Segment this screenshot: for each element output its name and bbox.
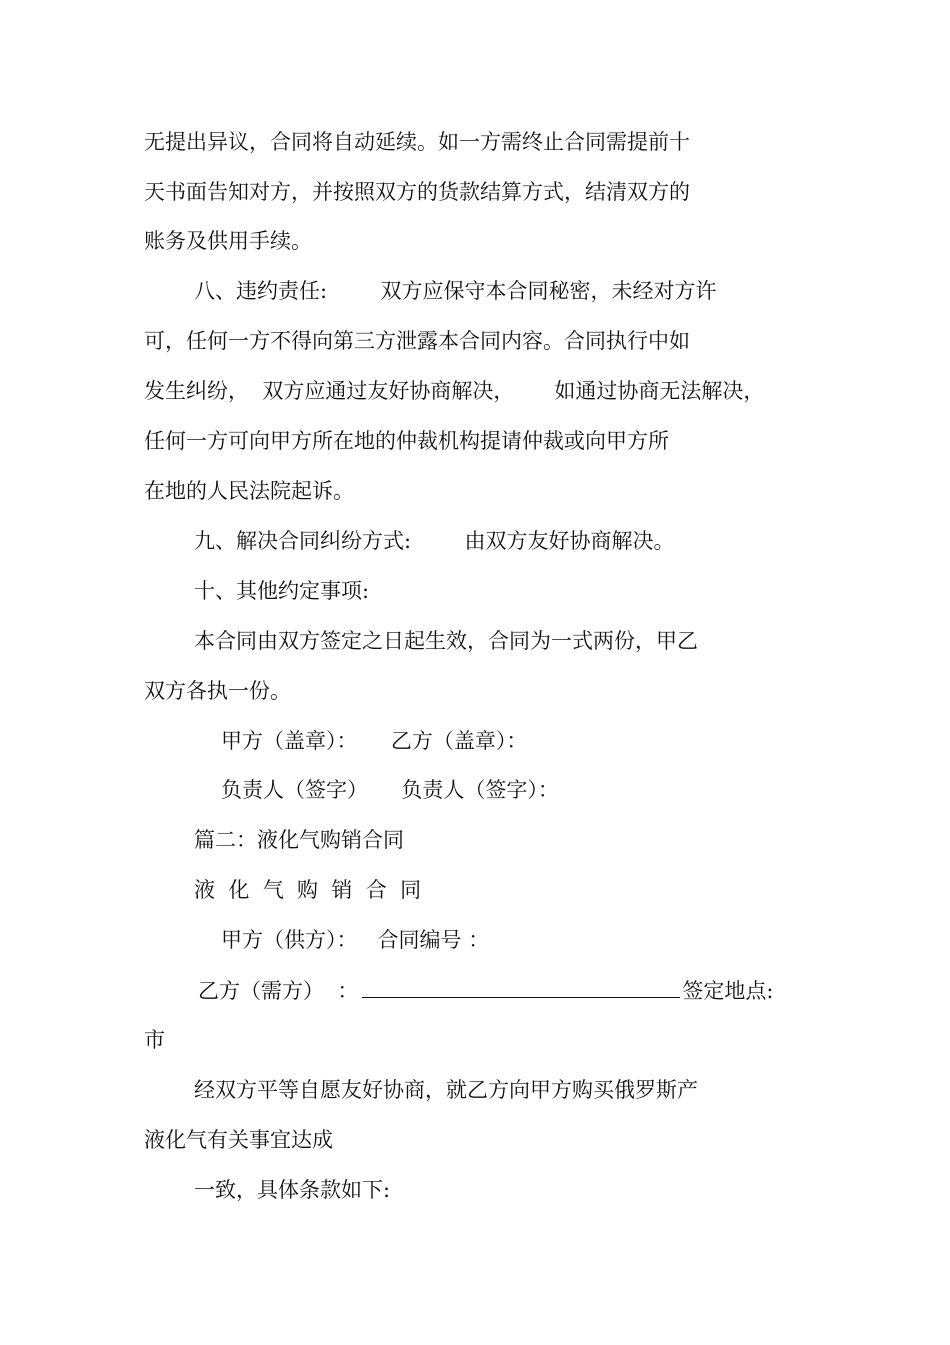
section-heading-breach: 八、违约责任: 双方应保守本合同秘密，未经对方许 (194, 279, 717, 303)
text-line: 本合同由双方签定之日起生效，合同为一式两份，甲乙 (194, 629, 698, 653)
signing-place-label: 签定地点: (682, 979, 774, 1003)
signature-line: 负责人（签字） 负责人（签字）： (221, 778, 559, 802)
party-b-line (198, 975, 773, 1005)
text-line: 任何一方可向甲方所在地的仲裁机构提请仲裁或向甲方所 (144, 429, 669, 453)
text-line: 液化气有关事宜达成 (144, 1128, 333, 1152)
text-line: 天书面告知对方，并按照双方的货款结算方式，结清双方的 (144, 180, 690, 204)
text-line: 可，任何一方不得向第三方泄露本合同内容。合同执行中如 (144, 329, 690, 353)
contract-title: 液 化 气 购 销 合 同 (194, 878, 422, 902)
text-line: 经双方平等自愿友好协商，就乙方向甲方购买俄罗斯产 (194, 1078, 698, 1102)
text-line: 一致，具体条款如下: (194, 1178, 391, 1202)
section-heading-dispute: 九、解决合同纠纷方式: 由双方友好协商解决。 (194, 529, 675, 553)
text-line: 账务及供用手续。 (144, 229, 312, 253)
text-line: 发生纠纷， 双方应通过友好协商解决， 如通过协商无法解决， (144, 379, 765, 403)
section-heading-other: 十、其他约定事项: (194, 579, 370, 603)
party-a-line: 甲方（供方）： 合同编号 ： (221, 928, 490, 952)
party-b-blank (362, 975, 680, 998)
chapter-title: 篇二：液化气购销合同 (194, 828, 404, 852)
party-b-label: 乙方（需方） ： (198, 979, 359, 1003)
seal-line: 甲方（盖章）： 乙方（盖章）： (221, 729, 528, 753)
text-line: 双方各执一份。 (144, 679, 291, 703)
text-line: 无提出异议，合同将自动延续。如一方需终止合同需提前十 (144, 130, 690, 154)
text-line: 在地的人民法院起诉。 (144, 479, 354, 503)
text-line: 市 (144, 1028, 165, 1052)
